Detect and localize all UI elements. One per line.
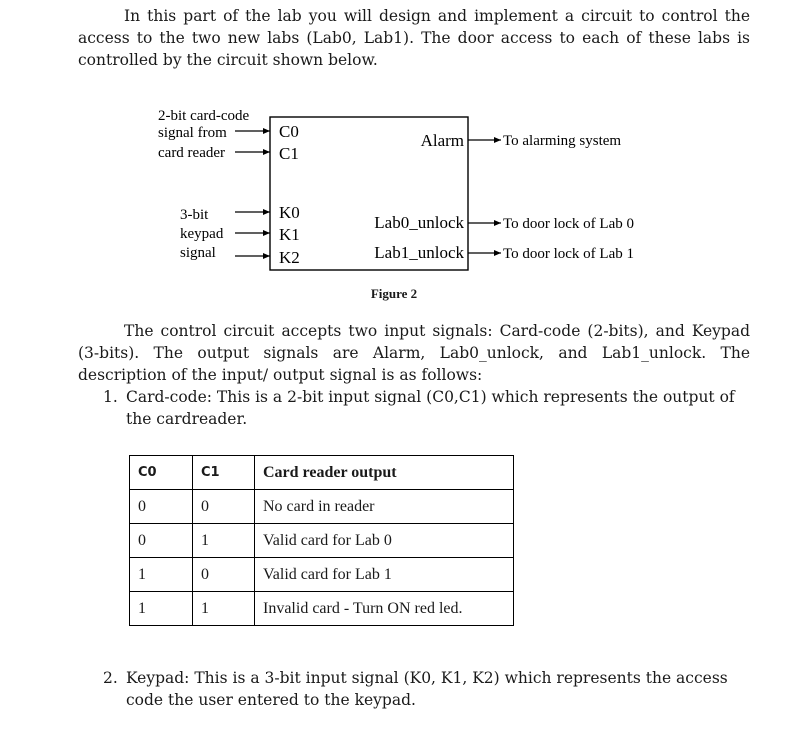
list-item-2-number: 2. bbox=[103, 669, 118, 687]
cell-output: Invalid card - Turn ON red led. bbox=[255, 592, 514, 626]
card-group-label-line2: signal from bbox=[158, 125, 227, 141]
list-item-1-number: 1. bbox=[103, 388, 118, 406]
cell-c0: 0 bbox=[130, 490, 193, 524]
table-row bbox=[130, 558, 514, 592]
cell-c1: 1 bbox=[193, 524, 255, 558]
table-row bbox=[130, 490, 514, 524]
header-c0: C0 bbox=[130, 456, 193, 490]
pin-lab0-unlock: Lab0_unlock bbox=[374, 213, 464, 232]
circuit-diagram bbox=[0, 0, 788, 310]
cell-output: Valid card for Lab 0 bbox=[255, 524, 514, 558]
cell-c1: 1 bbox=[193, 592, 255, 626]
card-reader-table bbox=[129, 455, 514, 626]
cell-c0: 1 bbox=[130, 592, 193, 626]
card-group-label-line3: card reader bbox=[158, 145, 226, 161]
cell-output: Valid card for Lab 1 bbox=[255, 558, 514, 592]
keypad-group-label-line1: 3-bit bbox=[180, 207, 209, 223]
description-paragraph: The control circuit accepts two input signals: Card-code (2-bits), and Keypad (3-bits). The output signals are Alarm, Lab0_unlock, and Lab1_unlock. The description of the input/ output signal is as follows: bbox=[78, 322, 750, 384]
cell-output: No card in reader bbox=[255, 490, 514, 524]
pin-c0: C0 bbox=[279, 122, 299, 141]
cell-c1: 0 bbox=[193, 558, 255, 592]
dest-lab0-door-lock: To door lock of Lab 0 bbox=[503, 216, 635, 232]
table-row bbox=[130, 592, 514, 626]
intro-paragraph: In this part of the lab you will design and implement a circuit to control the access to the two new labs (Lab0, Lab1). The door access to each of these labs is controlled by the circuit shown below. bbox=[78, 7, 750, 69]
cell-c0: 1 bbox=[130, 558, 193, 592]
list-item-2-text: Keypad: This is a 3-bit input signal (K0, K1, K2) which represents the access code the user entered to the keypad. bbox=[126, 669, 728, 709]
pin-k1: K1 bbox=[279, 225, 300, 244]
table-row bbox=[130, 524, 514, 558]
pin-k0: K0 bbox=[279, 203, 300, 222]
cell-c0: 0 bbox=[130, 524, 193, 558]
pin-alarm: Alarm bbox=[420, 131, 464, 150]
cell-c1: 0 bbox=[193, 490, 255, 524]
dest-alarming-system: To alarming system bbox=[503, 133, 622, 149]
pin-k2: K2 bbox=[279, 248, 300, 267]
table-header-row bbox=[130, 456, 514, 490]
pin-c1: C1 bbox=[279, 144, 299, 163]
list-item-1-text: Card-code: This is a 2-bit input signal (C0,C1) which represents the output of the cardreader. bbox=[126, 388, 735, 428]
header-c1: C1 bbox=[193, 456, 255, 490]
card-group-label-line1: 2-bit card-code bbox=[158, 108, 250, 124]
header-card-reader-output: Card reader output bbox=[255, 456, 514, 490]
keypad-group-label-line3: signal bbox=[180, 245, 216, 261]
dest-lab1-door-lock: To door lock of Lab 1 bbox=[503, 246, 635, 262]
keypad-group-label-line2: keypad bbox=[180, 226, 224, 242]
pin-lab1-unlock: Lab1_unlock bbox=[374, 243, 464, 262]
figure-caption: Figure 2 bbox=[370, 286, 418, 301]
